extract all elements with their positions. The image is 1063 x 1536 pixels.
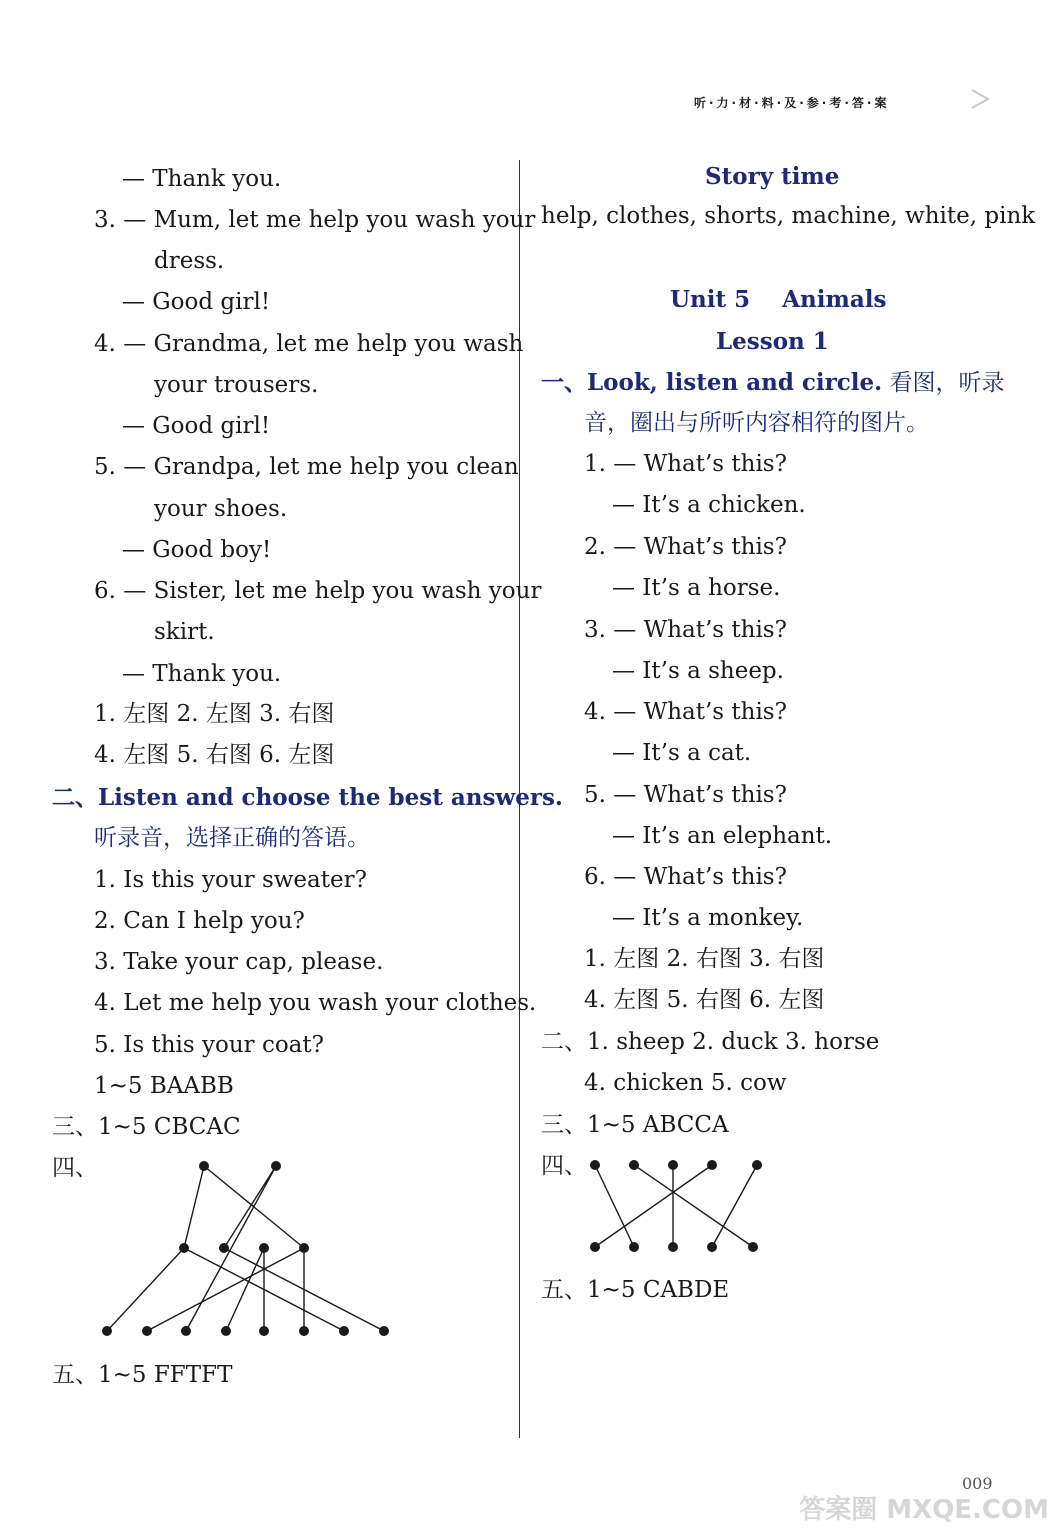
answer-line: 1. 左图 2. 左图 3. 右图: [94, 701, 335, 727]
section-number: 二、: [52, 784, 98, 811]
section-3-answer: 三、1~5 CBCAC: [52, 1114, 241, 1140]
text-line: — Good girl!: [122, 289, 271, 315]
header-title: 听·力·材·料·及·参·考·答·案: [694, 96, 890, 110]
lesson-title: Lesson 1: [716, 328, 829, 355]
text-line: 3. — Mum, let me help you wash your: [94, 207, 536, 233]
match-dot: [668, 1160, 678, 1170]
section-instruction: 看图，听录: [882, 370, 1005, 396]
match-dot: [590, 1160, 600, 1170]
match-dot: [271, 1161, 281, 1171]
section-2-instruction: 听录音，选择正确的答语。: [94, 825, 370, 851]
match-dot: [259, 1326, 269, 1336]
match-dot: [179, 1243, 189, 1253]
match-dot: [707, 1242, 717, 1252]
match-dot: [219, 1243, 229, 1253]
text-line: your trousers.: [154, 372, 319, 398]
right-matching-diagram: [520, 1140, 820, 1270]
section-4-label: 四、: [541, 1153, 587, 1179]
text-line: — It’s a monkey.: [612, 905, 804, 931]
section-2-answer: 4. chicken 5. cow: [584, 1070, 787, 1096]
match-line: [224, 1166, 276, 1248]
text-line: — It’s a horse.: [612, 575, 781, 601]
text-line: 2. — What’s this?: [584, 534, 787, 560]
answer-line: 1. 左图 2. 右图 3. 右图: [584, 946, 825, 972]
section-1-instruction: 音，圈出与所听内容相符的图片。: [584, 410, 929, 436]
match-dot: [629, 1242, 639, 1252]
page-number: 009: [962, 1474, 993, 1493]
section-4-label: 四、: [52, 1155, 98, 1181]
section-2-answer: 二、1. sheep 2. duck 3. horse: [541, 1029, 880, 1055]
match-line: [107, 1248, 184, 1331]
text-line: — Thank you.: [122, 661, 282, 687]
question-item: 1. Is this your sweater?: [94, 867, 367, 893]
text-line: 1. — What’s this?: [584, 451, 787, 477]
text-line: your shoes.: [154, 496, 288, 522]
story-words: help, clothes, shorts, machine, white, pink: [541, 203, 1036, 229]
match-dot: [668, 1242, 678, 1252]
match-dot: [299, 1243, 309, 1253]
match-dot: [748, 1242, 758, 1252]
left-matching-diagram: [0, 0, 520, 1400]
match-dot: [221, 1326, 231, 1336]
text-line: — It’s a chicken.: [612, 492, 806, 518]
watermark: 答案圈 MXQE.COM: [799, 1495, 1049, 1525]
match-dot: [590, 1242, 600, 1252]
match-dot: [142, 1326, 152, 1336]
text-line: 5. — What’s this?: [584, 782, 787, 808]
question-item: 4. Let me help you wash your clothes.: [94, 990, 537, 1016]
match-dot: [629, 1160, 639, 1170]
text-line: 6. — What’s this?: [584, 864, 787, 890]
answer-line: 1~5 BAABB: [94, 1073, 234, 1099]
match-dot: [707, 1160, 717, 1170]
text-line: skirt.: [154, 619, 215, 645]
answer-line: 4. 左图 5. 右图 6. 左图: [94, 742, 335, 768]
match-dot: [752, 1160, 762, 1170]
match-dot: [299, 1326, 309, 1336]
text-line: — It’s a sheep.: [612, 658, 784, 684]
text-line: 3. — What’s this?: [584, 617, 787, 643]
text-line: 4. — Grandma, let me help you wash: [94, 331, 524, 357]
section-title: Listen and choose the best answers.: [98, 784, 563, 811]
text-line: 6. — Sister, let me help you wash your: [94, 578, 542, 604]
text-line: 4. — What’s this?: [584, 699, 787, 725]
section-1-heading: [541, 371, 1004, 395]
match-line: [595, 1165, 634, 1247]
text-line: 5. — Grandpa, let me help you clean: [94, 454, 519, 480]
text-line: dress.: [154, 248, 225, 274]
text-line: — It’s a cat.: [612, 740, 752, 766]
question-item: 2. Can I help you?: [94, 908, 305, 934]
match-dot: [379, 1326, 389, 1336]
section-3-answer: 三、1~5 ABCCA: [541, 1112, 729, 1138]
match-dot: [339, 1326, 349, 1336]
answer-line: 4. 左图 5. 右图 6. 左图: [584, 987, 825, 1013]
match-line: [226, 1248, 264, 1331]
text-line: — Good boy!: [122, 537, 272, 563]
question-item: 3. Take your cap, please.: [94, 949, 384, 975]
chevron-right-icon: [968, 88, 992, 110]
match-dot: [199, 1161, 209, 1171]
text-line: — It’s an elephant.: [612, 823, 833, 849]
section-number: 一、: [541, 369, 587, 396]
match-line: [147, 1248, 304, 1331]
match-line: [184, 1166, 204, 1248]
story-title: Story time: [705, 163, 840, 190]
section-5-answer: 五、1~5 FFTFT: [52, 1362, 233, 1388]
section-5-answer: 五、1~5 CABDE: [541, 1277, 730, 1303]
text-line: — Thank you.: [122, 166, 282, 192]
unit-title: Unit 5 Animals: [670, 286, 887, 313]
match-dot: [259, 1243, 269, 1253]
match-dot: [181, 1326, 191, 1336]
section-title: Look, listen and circle.: [587, 369, 883, 396]
match-dot: [102, 1326, 112, 1336]
text-line: — Good girl!: [122, 413, 271, 439]
question-item: 5. Is this your coat?: [94, 1032, 324, 1058]
